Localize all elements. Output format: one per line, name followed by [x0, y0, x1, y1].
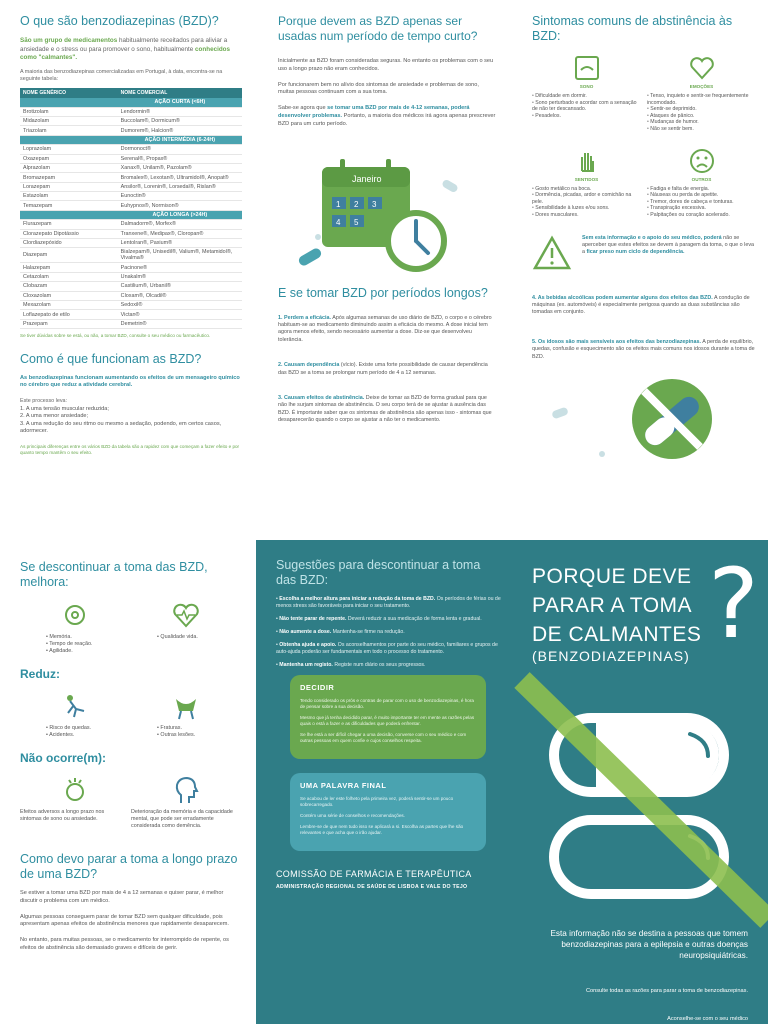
brain-gear-icon	[60, 600, 90, 630]
emotions-item: • Ataques de pânico.	[647, 113, 756, 120]
panel-1-title: O que são benzodiazepinas (BZD)?	[20, 14, 219, 28]
emotions-item: • Tenso, inquieto e sentir-se frequentemente incomodado.	[647, 93, 756, 106]
sad-face-icon	[688, 147, 716, 175]
symptom-grid	[532, 54, 756, 219]
table-row	[20, 145, 242, 154]
suggestion-item: • Obtenha ajuda e apoio. Os aconselhamentos por parte do seu médico, familiares e grupos de auto-ajuda poderão ser fundamentais em todo o processo do tratamento.	[276, 642, 502, 656]
table-row	[20, 107, 242, 116]
suggestion-item: • Não tente parar de repente. Deverá reduzir a sua medicação de forma lenta e gradual.	[276, 616, 502, 623]
generic-name: Prazepam	[20, 319, 118, 328]
commercial-name: Eunoctin®	[118, 192, 242, 201]
symptom-emotions	[647, 54, 756, 133]
table-row	[20, 116, 242, 125]
calendar-month: Janeiro	[352, 173, 382, 184]
table-row	[20, 282, 242, 291]
table-row	[20, 239, 242, 248]
day-5: 5	[354, 217, 359, 227]
hip-bone-icon	[171, 691, 201, 721]
commercial-name: Dormonoct®	[118, 145, 242, 154]
others-item: • Tremor, dores de cabeça e tonturas.	[647, 199, 756, 206]
generic-name: Estazolam	[20, 192, 118, 201]
generic-name: Flurazepam	[20, 220, 118, 229]
generic-name: Oxazepam	[20, 154, 118, 163]
generic-name: Clordiazepóxido	[20, 239, 118, 248]
commercial-name: Unakalm®	[118, 272, 242, 281]
table-row	[20, 154, 242, 163]
generic-name: Diazepam	[20, 248, 118, 263]
table-row	[20, 163, 242, 172]
long-title: E se tomar BZD por períodos longos?	[278, 285, 488, 300]
others-item: • Palpitações ou coração acelerado.	[647, 212, 756, 219]
how-bold: As benzodiazepinas funcionam aumentando os efeitos de um mensageiro químico no cérebro que reduz a atividade cerebral.	[20, 374, 240, 389]
nao-title: Não ocorre(m):	[20, 751, 107, 765]
commercial-name: Ansilor®, Lorenin®, Lorsedal®, Rislan®	[118, 182, 242, 191]
table-row	[20, 192, 242, 201]
benefits-not-occur	[20, 775, 242, 830]
panel-symptoms	[512, 0, 768, 540]
senses-item: • Sensibilidade à luzes e/ou sons.	[532, 205, 641, 212]
intro-text	[20, 37, 242, 63]
point-5: 5. Os idosos são mais sensíveis aos efeitos das benzodiazepinas. A perda de equilíbrio, quedas, confusão e esquecimento são os efeitos mais comuns nos idosos durante a toma de BZD.	[532, 338, 755, 360]
cover-title: PORQUE DEVE PARAR A TOMA DE CALMANTES	[532, 565, 702, 646]
table-row	[20, 201, 242, 210]
long-point-3: 3. Causam efeitos de abstinência. Deixe de tomar as BZD de forma gradual para que não lhe surjam sintomas de abstinência. O seu corpo terá de se ajustar à ausência das BZD. É importante saber que os sintomas de abstinência são apenas isso - sintomas que desaparecerão quando o corpo se ajustar a não ter o medicamento.	[278, 395, 492, 424]
generic-name: Bromazepam	[20, 173, 118, 182]
commission-sub: ADMINISTRAÇÃO REGIONAL DE SAÚDE DE LISBOA E VALE DO TEJO	[276, 884, 468, 890]
cover-info: Esta informação não se destina a pessoas que tomem benzodiazepinas para a epilepsia e outras doenças neuropsiquiátricas.	[550, 929, 748, 960]
commercial-name: Demetrin®	[118, 319, 242, 328]
final-title: UMA PALAVRA FINAL	[300, 781, 387, 790]
reduz-title: Reduz:	[20, 667, 60, 681]
not-occur-memory	[131, 775, 242, 830]
process-label: Este processo leva:	[20, 398, 68, 405]
others-item: • Transpiração excessiva.	[647, 205, 756, 212]
cover-consult: Consulte todas as razões para parar a toma de benzodiazepinas.	[585, 988, 748, 994]
panel-why-short	[256, 0, 512, 540]
sleep-item: • Sono perturbado e acordar com a sensação de não ter descansado.	[532, 100, 641, 113]
improve-life: • Qualidade vida.	[131, 600, 242, 655]
symptom-sleep	[532, 54, 641, 133]
decide-text-2: Mesmo que já tenha decidido parar, é muito importante ter em mente as razões pelas quais o está a fazer e as dificuldades que poderá enfrentar.	[300, 715, 475, 726]
generic-name: Clorazepato Dipotássio	[20, 229, 118, 238]
commercial-name: Pacinone®	[118, 263, 242, 272]
table-row	[20, 173, 242, 182]
decide-title: DECIDIR	[300, 683, 335, 692]
step-1: 1. A uma tensão muscular reduzida;	[20, 405, 109, 412]
table-row	[20, 220, 242, 229]
sleep-list	[532, 93, 641, 119]
commercial-name: Bromalex®, Lexotan®, Ultramidol®, Anopat®	[118, 173, 242, 182]
stressed-head-icon	[60, 775, 90, 805]
green-note: As principais diferenças entre os vários BZD da tabela são a rapidez com que começam a fazer efeito e por quanto tempo mantêm o seu efeito.	[20, 443, 240, 456]
senses-item: • Dormência, picadas, ardor e comichão na pele.	[532, 192, 641, 205]
cover-subtitle: (BENZODIAZEPINAS)	[532, 648, 690, 664]
benefits-reduce	[20, 691, 242, 739]
suggestions-list	[276, 596, 502, 669]
table-intro: A maioria das benzodiazepinas comercializadas em Portugal, à data, encontra-se na seguinte tabela:	[20, 68, 223, 83]
reduce-falls: • Risco de quedas. • Acidentes.	[20, 691, 131, 739]
intro-bold: São um grupo de medicamentos	[20, 37, 118, 44]
head-profile-icon	[171, 775, 201, 805]
reduce-fractures: • Fraturas. • Outras lesões.	[131, 691, 242, 739]
generic-name: Brotizolam	[20, 107, 118, 116]
generic-name: Alprazolam	[20, 163, 118, 172]
generic-name: Halazepam	[20, 263, 118, 272]
warning-box	[532, 235, 756, 271]
commercial-name: Lendormin®	[118, 107, 242, 116]
day-1: 1	[336, 199, 341, 209]
suggestion-item: • Mantenha um registo. Registe num diário os seus progressos.	[276, 662, 502, 669]
others-item: • Fadiga e falta de energia.	[647, 186, 756, 193]
symptom-senses	[532, 147, 641, 219]
para-2: Por funcionarem bem no alívio dos sintomas de ansiedade e problemas de sono, muitas pessoas continuam com a sua toma.	[278, 81, 479, 96]
generic-name: Cetazolam	[20, 272, 118, 281]
suggestion-item: • Escolha a melhor altura para iniciar a redução da toma de BZD. Os períodos de férias ou de menos stress são favoráveis para iniciar o seu tratamento.	[276, 596, 502, 610]
final-text-2: Contém uma série de conselhos e recomendações.	[300, 813, 405, 818]
intro-rest: habitualmente receitados para aliviar a ansiedade e o stress ou para promover o sono, habitualmente	[20, 37, 228, 53]
panel-benefits	[0, 540, 256, 1024]
table-row	[20, 248, 242, 263]
table-row	[20, 301, 242, 310]
final-text-1: Se acabou de ler este folheto pela primeira vez, poderá sentir-se um pouco sobrecarregado.	[300, 796, 454, 807]
commission-name: COMISSÃO DE FARMÁCIA E TERAPÊUTICA	[276, 869, 472, 879]
final-word-bubble	[290, 773, 486, 851]
long-point-2: 2. Causam dependência (vício). Existe uma forte possibilidade de causar dependência das BZD se a toma se prolongar num período de 4 a 12 semanas.	[278, 362, 488, 376]
col-generic: NOME GENÉRICO	[20, 88, 118, 98]
others-label: OUTROS	[691, 176, 712, 182]
generic-name: Mexazolam	[20, 301, 118, 310]
table-row	[20, 229, 242, 238]
how-stop-para-1: Se estiver a tomar uma BZD por mais de 4 a 12 semanas e quiser parar, é melhor discutir o problema com um médico.	[20, 890, 224, 904]
long-point-1: 1. Perdem a eficácia. Após algumas semanas de uso diário de BZD, o corpo e o cérebro habituam-se ao medicamento diminuindo assim a eficácia do mesmo. A dose inicial tem agora menos efeito, sendo necessário aumentar a dose. Diz-se que desenvolveu tolerância.	[278, 314, 492, 343]
sleep-item: • Pesadelos.	[532, 113, 641, 120]
point-4: 4. As bebidas alcoólicas podem aumentar alguns dos efeitos das BZD. A condução de máquinas (ex. automóveis) é especialmente perigosa quando as duas substâncias são tomadas em conjunto.	[532, 294, 750, 316]
table-row	[20, 310, 242, 319]
how-stop-para-3: No entanto, para muitas pessoas, se o medicamento for interrompido de repente, os efeitos de abstinência são demasiado graves e difíceis de gerir.	[20, 937, 229, 951]
question-mark: ?	[708, 548, 759, 660]
not-occur-sleep	[20, 775, 131, 830]
panel-suggestions	[256, 540, 512, 1024]
panel-3-title: Sintomas comuns de abstinência às BZD:	[532, 14, 733, 43]
commercial-name: Buccolam®, Dormicum®	[118, 116, 242, 125]
emotions-label: EMOÇÕES	[689, 84, 714, 89]
generic-name: Cloxazolam	[20, 291, 118, 300]
day-4: 4	[336, 217, 341, 227]
sleep-label: SONO	[579, 84, 594, 89]
day-3: 3	[372, 199, 377, 209]
senses-item: • Gosto metálico na boca.	[532, 186, 641, 193]
benefits-improve	[20, 600, 242, 655]
panel-2-title: Porque devem as BZD apenas ser usadas num período de tempo curto?	[278, 14, 478, 43]
panel-4-title: Se descontinuar a toma das BZD, melhora:	[20, 560, 208, 589]
others-item: • Náuseas ou perda de apetite.	[647, 192, 756, 199]
commercial-name: Cloxam®, Olcadil®	[118, 291, 242, 300]
commission-block	[276, 869, 502, 891]
generic-name: Loprazolam	[20, 145, 118, 154]
how-stop-para-2: Algumas pessoas conseguem parar de tomar BZD sem qualquer dificuldade, pois apresentam apenas efeitos de abstinência menores que rapidamente desaparecem.	[20, 913, 229, 928]
table-row	[20, 319, 242, 328]
table-row	[20, 126, 242, 135]
senses-label: SENTIDOS	[574, 176, 599, 182]
generic-name: Midazolam	[20, 116, 118, 125]
sep-short: AÇÃO CURTA (<6H)	[118, 98, 242, 107]
others-list	[647, 186, 756, 219]
col-commercial: NOME COMERCIAL	[118, 88, 242, 98]
no-pill-icon	[532, 369, 732, 469]
capsule-slash-icon	[512, 670, 768, 970]
para-3: Sabe-se agora que se tomar uma BZD por mais de 4-12 semanas, poderá desenvolver problemas. Portanto, a maioria dos médicos irá agora apenas prescrever BZD para um curto período.	[278, 105, 496, 127]
heartbeat-icon	[171, 600, 201, 630]
commercial-name: Euhypnos®, Normison®	[118, 201, 242, 210]
emotions-item: • Sentir-se deprimido.	[647, 106, 756, 113]
commercial-name: Castilium®, Urbanil®	[118, 282, 242, 291]
panel-5-title: Sugestões para descontinuar a toma das BZD:	[276, 558, 481, 587]
not-occur-sleep-text: Efeitos adversos a longo prazo nos sintomas de sono ou ansiedade.	[20, 809, 105, 822]
senses-item: • Dores musculares.	[532, 212, 641, 219]
table-row	[20, 272, 242, 281]
falling-person-icon	[60, 691, 90, 721]
commercial-name: Sedoxil®	[118, 301, 242, 310]
table-row	[20, 263, 242, 272]
commercial-name: Dalmadorm®, Morfex®	[118, 220, 242, 229]
step-3: 3. A uma redução do seu ritmo ou mesmo a sedação, podendo, em certos casos, adormecer.	[20, 420, 222, 435]
generic-name: Lorazepam	[20, 182, 118, 191]
table-row	[20, 182, 242, 191]
commercial-name: Bialzepam®, Unisedil®, Valium®, Metamidol®, Vivalma®	[118, 248, 242, 263]
intro-bold-2: conhecidos como "calmantes".	[20, 45, 231, 61]
heart-icon	[688, 54, 716, 82]
panel-cover	[512, 540, 768, 1024]
decide-text-1: Tendo considerado os prós e contras de parar com o uso de benzodiazepinas, é hora de pensar sobre a sua decisão.	[300, 698, 474, 709]
process-steps	[20, 406, 242, 436]
generic-name: Loflazepato de etilo	[20, 310, 118, 319]
bzd-table	[20, 88, 242, 329]
para-1: Inicialmente as BZD foram consideradas seguras. No entanto os problemas com o seu uso a longo prazo não eram conhecidos.	[278, 58, 494, 72]
senses-list	[532, 186, 641, 219]
emotions-item: • Não se sentir bem.	[647, 126, 756, 133]
warning-icon	[532, 235, 572, 271]
symptom-others	[647, 147, 756, 219]
suggestion-item: • Não aumente a dose. Mantenha-se firme na redução.	[276, 629, 502, 636]
commercial-name: Tranxene®, Medipax®, Cloropan®	[118, 229, 242, 238]
commercial-name: Xanax®, Unilam®, Pazolam®	[118, 163, 242, 172]
commercial-name: Victan®	[118, 310, 242, 319]
improve-brain: • Memória. • Tempo de reação. • Agilidade.	[20, 600, 131, 655]
warning-text: Sem esta informação e o apoio do seu médico, poderá não se aperceber que estes efeitos se devem à paragem da toma, o que o leva a ficar preso num ciclo de dependência.	[582, 234, 755, 255]
sleep-item: • Dificuldade em dormir.	[532, 93, 641, 100]
sep-intermediate: AÇÃO INTERMÉDIA (6-24H)	[118, 135, 242, 144]
day-2: 2	[354, 199, 359, 209]
not-occur-memory-text: Deterioração da memória e da capacidade mental, que pode ser erradamente considerada como demência.	[131, 809, 233, 829]
table-note: Se tiver dúvidas sobre se está, ou não, a tomar BZD, consulte o seu médico ou farmacêutico.	[20, 333, 211, 339]
generic-name: Triazolam	[20, 126, 118, 135]
generic-name: Clobazam	[20, 282, 118, 291]
commercial-name: Serenal®, Propax®	[118, 154, 242, 163]
commercial-name: Lentolran®, Paxium®	[118, 239, 242, 248]
decide-text-3: Se lhe está a ser difícil chegar a uma decisão, converse com o seu médico e com outras pessoas em quem confie e cujos conselhos respeita.	[300, 732, 467, 743]
table-row	[20, 291, 242, 300]
how-title: Como é que funcionam as BZD?	[20, 351, 202, 366]
emotions-item: • Mudanças de humor.	[647, 119, 756, 126]
panel-what-are-bzd	[0, 0, 256, 540]
cover-advice: Aconselhe-se com o seu médico	[667, 1016, 748, 1022]
commercial-name: Dumorem®, Halcion®	[118, 126, 242, 135]
step-2: 2. A uma menor ansiedade;	[20, 413, 89, 420]
calendar-clock-icon	[278, 137, 478, 277]
generic-name: Temazepam	[20, 201, 118, 210]
how-stop-title: Como devo parar a toma a longo prazo de uma BZD?	[20, 852, 238, 881]
hand-icon	[573, 147, 601, 175]
sleep-icon	[573, 54, 601, 82]
final-text-3: Lembre-se de que nem tudo isso se aplicará a si. Escolha as partes que lhe são relevantes e que acha que o irão ajudar.	[300, 824, 464, 835]
emotions-list	[647, 93, 756, 133]
sep-long: AÇÃO LONGA (>24H)	[118, 210, 242, 219]
decide-bubble	[290, 675, 486, 759]
